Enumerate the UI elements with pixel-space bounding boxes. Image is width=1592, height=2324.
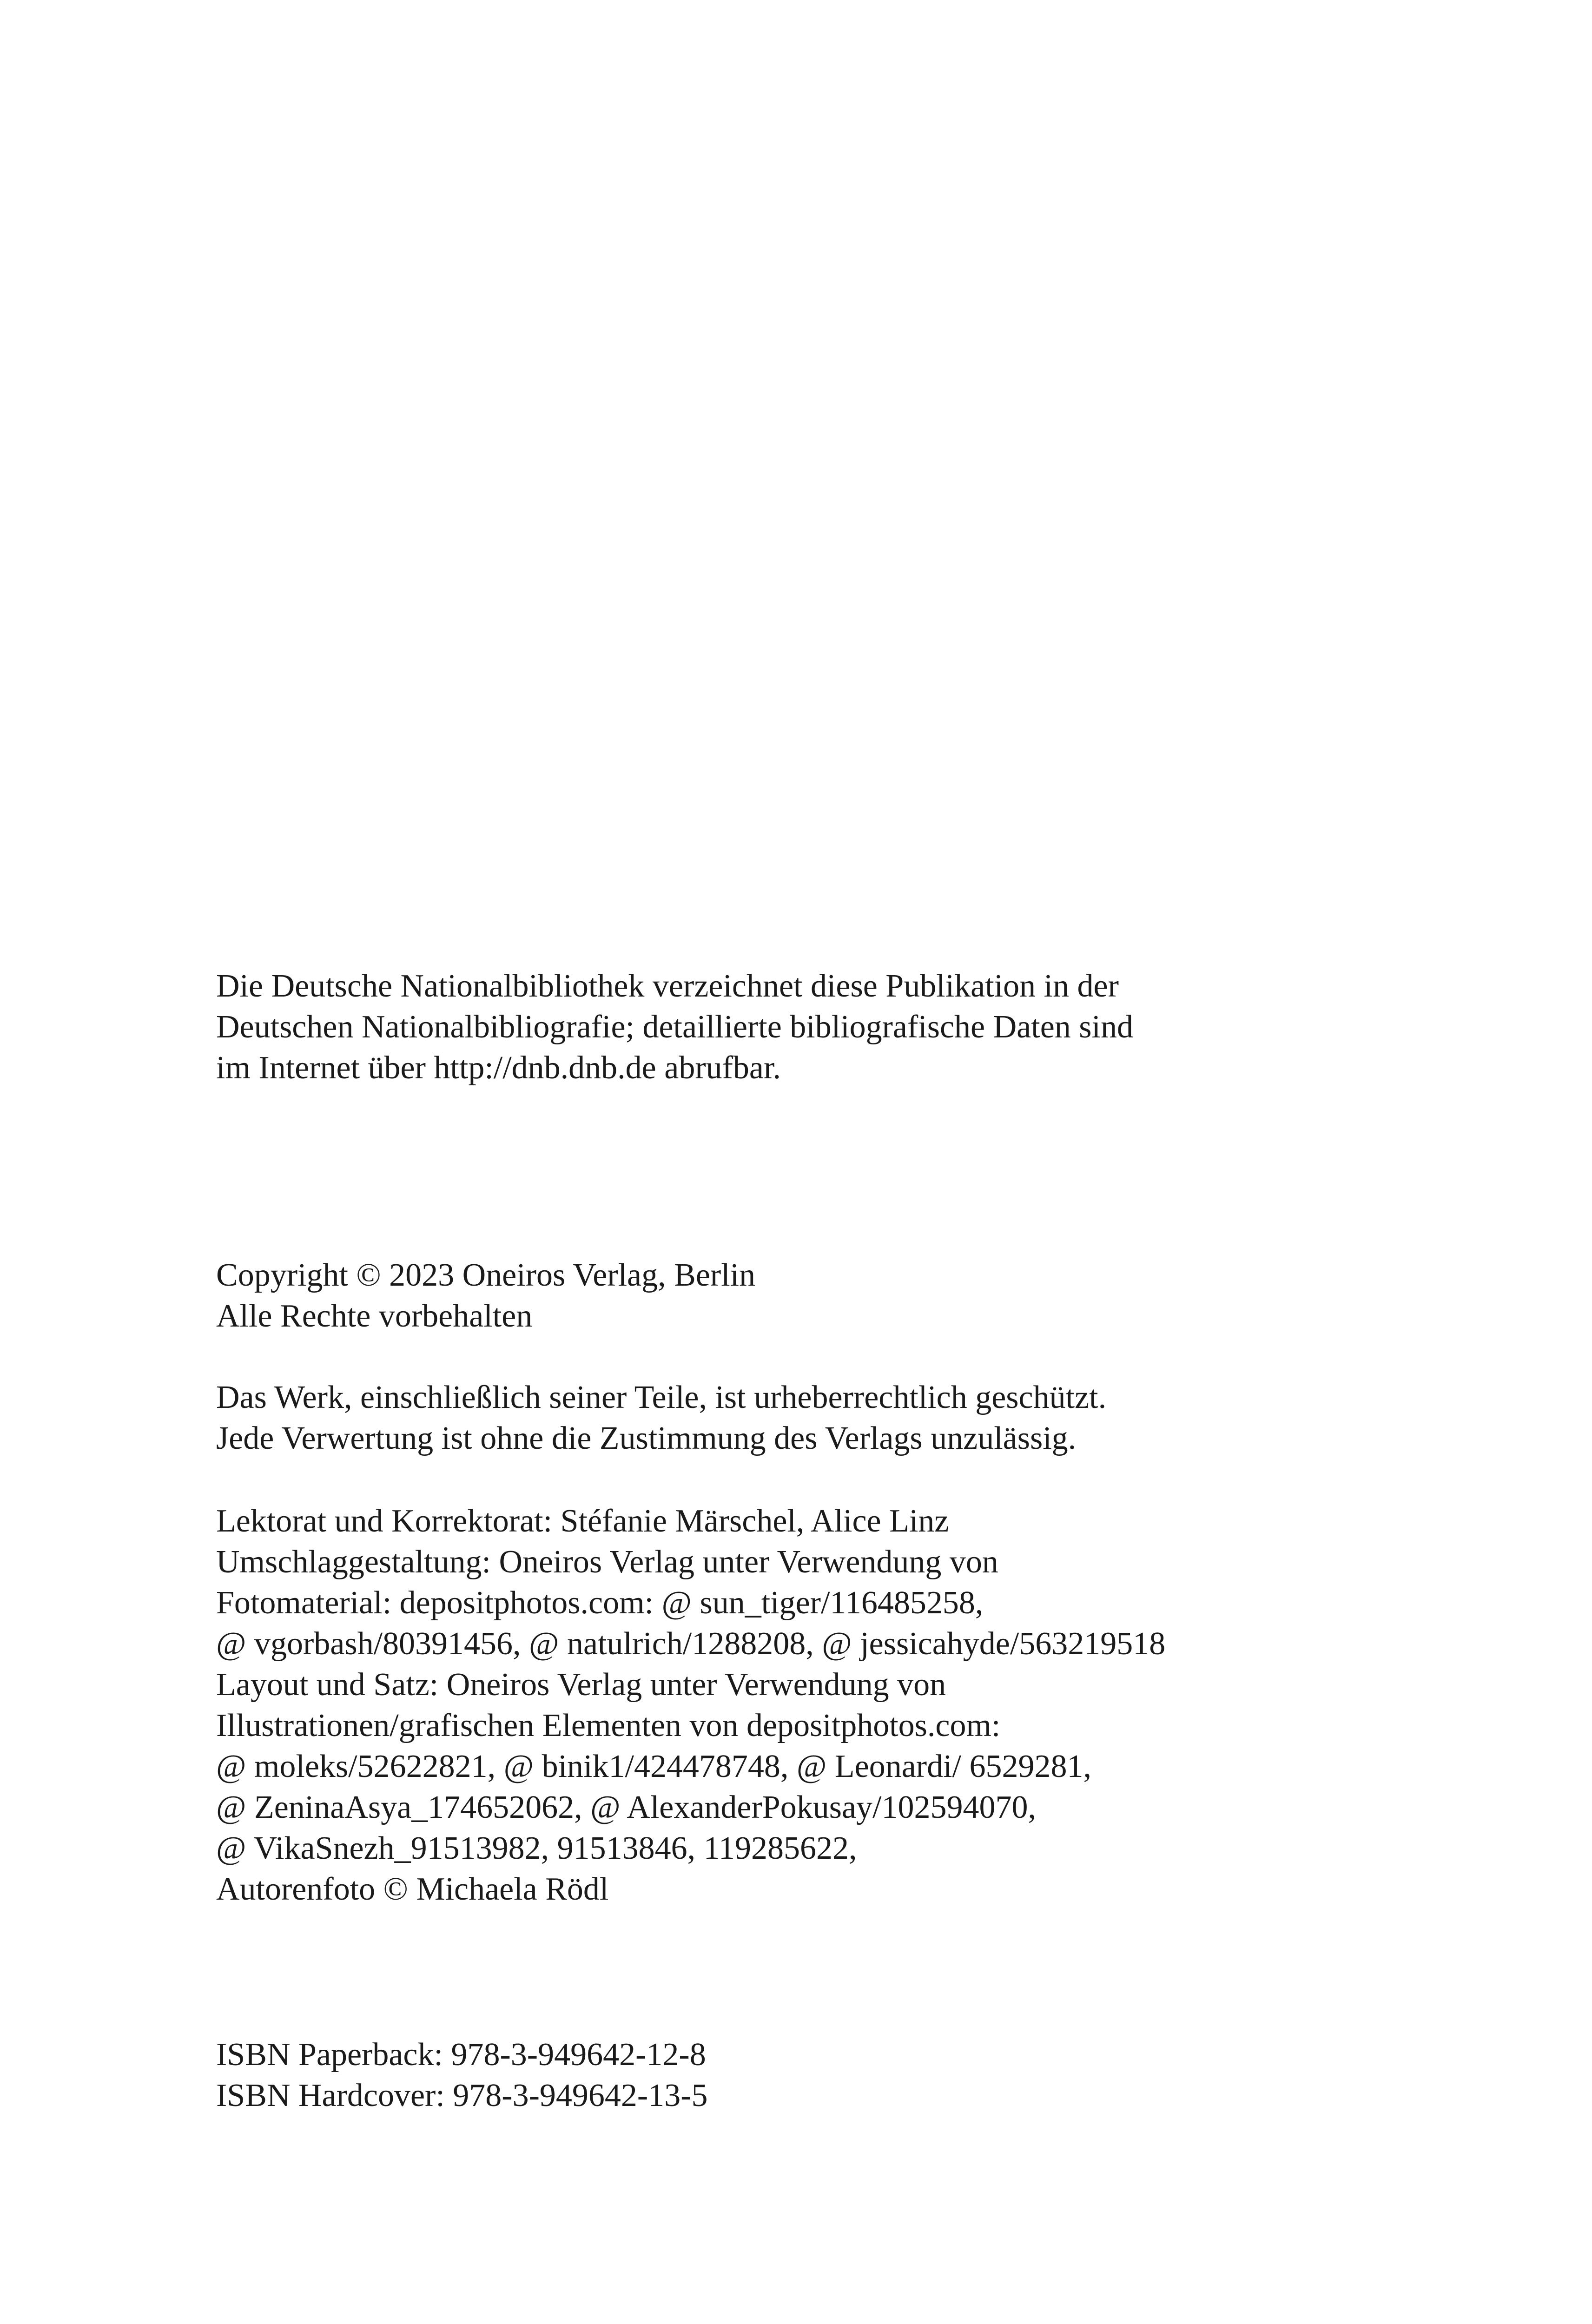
work-protection-notice	[216, 1377, 1378, 1459]
isbn-info	[216, 2034, 1378, 2116]
dnb-notice-line: Die Deutsche Nationalbibliothek verzeichnet diese Publikation in der	[216, 968, 1119, 1004]
copyright-notice	[216, 1255, 1378, 1337]
credits-line: Autorenfoto © Michaela Rödl	[216, 1871, 609, 1907]
dnb-notice	[216, 966, 1378, 1089]
credits-line: @ moleks/52622821, @ binik1/424478748, @ Leonardi/ 6529281,	[216, 1749, 1091, 1784]
copyright-line: Copyright © 2023 Oneiros Verlag, Berlin	[216, 1257, 756, 1293]
credits-line: @ VikaSnezh_91513982, 91513846, 119285622,	[216, 1830, 857, 1866]
rights-reserved-line: Alle Rechte vorbehalten	[216, 1298, 533, 1334]
credits	[216, 1501, 1378, 1910]
work-protection-line: Jede Verwertung ist ohne die Zustimmung des Verlags unzulässig.	[216, 1420, 1077, 1456]
isbn-hardcover: ISBN Hardcover: 978-3-949642-13-5	[216, 2078, 708, 2113]
dnb-notice-line: Deutschen Nationalbibliografie; detaillierte bibliografische Daten sind	[216, 1009, 1133, 1045]
isbn-paperback: ISBN Paperback: 978-3-949642-12-8	[216, 2037, 706, 2073]
credits-line: Layout und Satz: Oneiros Verlag unter Verwendung von	[216, 1667, 946, 1703]
work-protection-line: Das Werk, einschließlich seiner Teile, ist urheberrechtlich geschützt.	[216, 1380, 1107, 1415]
credits-line: Lektorat und Korrektorat: Stéfanie Märschel, Alice Linz	[216, 1503, 949, 1539]
credits-line: Illustrationen/grafischen Elementen von depositphotos.com:	[216, 1708, 1001, 1743]
credits-line: @ vgorbash/80391456, @ natulrich/1288208, @ jessicahyde/563219518	[216, 1626, 1166, 1662]
credits-line: Umschlaggestaltung: Oneiros Verlag unter Verwendung von	[216, 1544, 998, 1580]
credits-line: Fotomaterial: depositphotos.com: @ sun_tiger/116485258,	[216, 1585, 984, 1621]
dnb-notice-line: im Internet über http://dnb.dnb.de abrufbar.	[216, 1050, 781, 1086]
credits-line: @ ZeninaAsya_174652062, @ AlexanderPokusay/102594070,	[216, 1789, 1036, 1825]
